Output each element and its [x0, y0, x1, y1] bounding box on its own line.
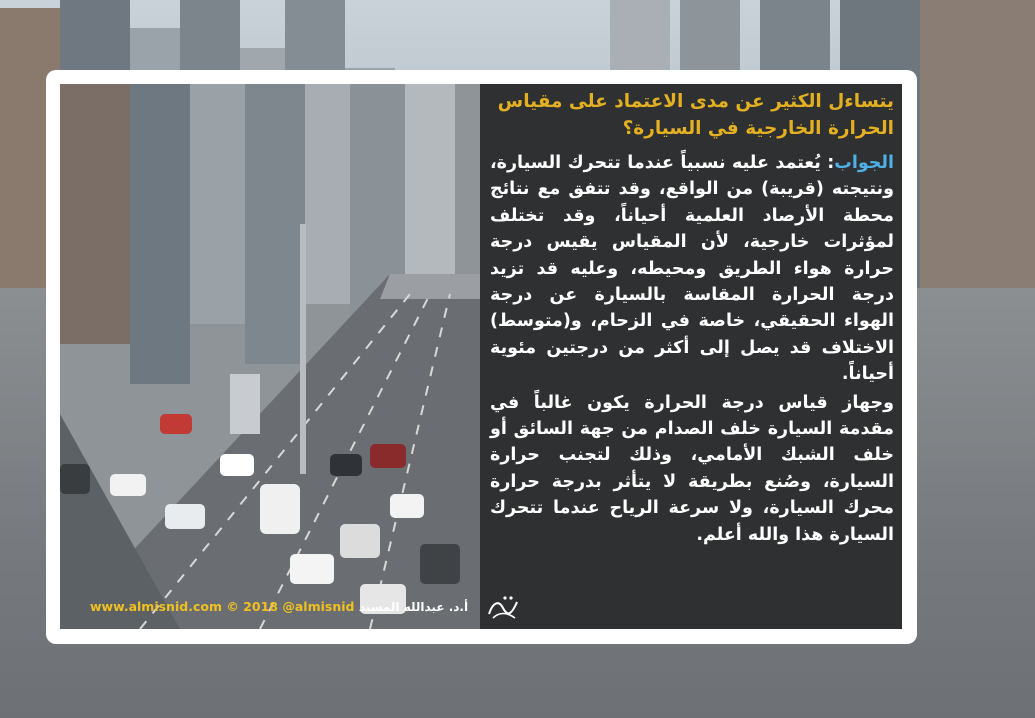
credit-line [90, 599, 468, 614]
answer-label: الجواب [834, 153, 894, 173]
answer-body [490, 150, 894, 548]
website-link: www.almisnid.com [90, 599, 222, 614]
answer-text: : يُعتمد عليه نسبياً عندما تتحرك السيارة، ونتيجته (قريبة) من الواقع، وقد تتفق مع نتائج محطة الأرصاد العلمية أحياناً، وقد تختلف لمؤثرات خارجية، لأن المقياس يقيس درجة حرارة هواء الطريق ومحيطه، وعليه قد تزيد درجة الحرارة المقاسة بالسيارة عن درجة الهواء الحقيقي، خاصة في الزحام، و(متوسط) الاختلاف قد يصل إلى أكثر من درجتين مئوية أحياناً. [490, 153, 894, 385]
copyright-text: © 2018 [226, 599, 278, 614]
author-name: أ.د. عبدالله المسند [358, 600, 469, 614]
handle-text: @almisnid [282, 599, 355, 614]
signature-logo-icon [485, 592, 523, 622]
answer-paragraph-2: وجهاز قياس درجة الحرارة يكون غالباً في مقدمة السيارة خلف الصدام من جهة السائق أو خلف الشبك الأمامي، وذلك لتجنب حرارة السيارة، وصُنع بطريقة لا يتأثر بدرجة حرارة محرك السيارة، ولا سرعة الرياح عندما تتحرك السيارة هذا والله أعلم. [490, 392, 894, 545]
question-heading: يتساءل الكثير عن مدى الاعتماد على مقياس الحرارة الخارجية في السيارة؟ [497, 91, 894, 139]
